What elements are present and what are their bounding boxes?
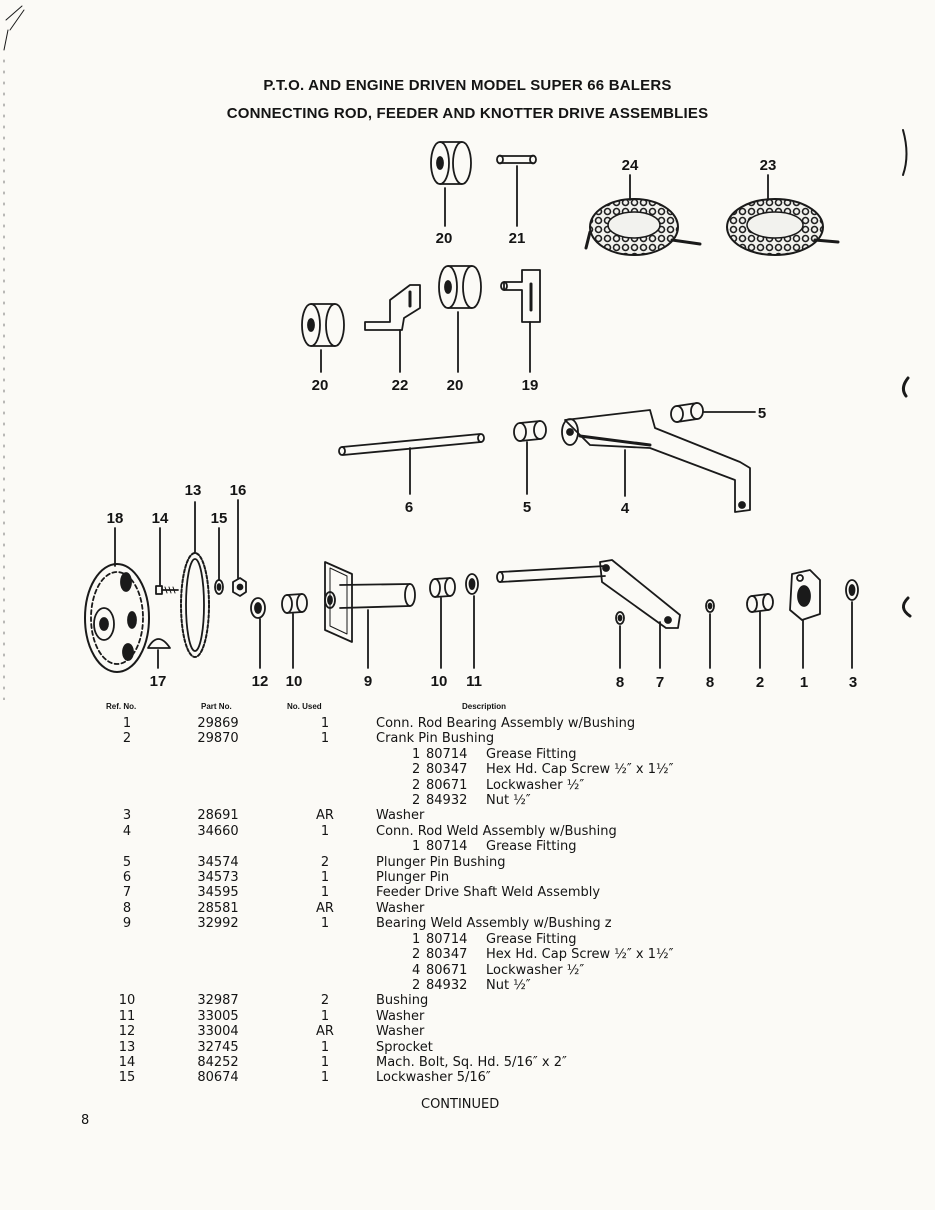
part-cell: 29869 xyxy=(197,716,239,731)
plunger-pin-bushing-part-5-lower xyxy=(514,421,546,441)
washer-part-3 xyxy=(846,580,858,600)
header-no-used: No. Used xyxy=(287,702,322,711)
used-cell: 1 xyxy=(320,1070,330,1086)
callout-24: 24 xyxy=(621,157,639,174)
sub-item-qty: 2 xyxy=(412,777,421,793)
callout-13: 13 xyxy=(184,482,202,499)
description-cell: Conn. Rod Weld Assembly w/Bushing xyxy=(376,823,617,839)
sub-item-part: 80347 xyxy=(426,947,468,963)
ref-cell: 14 xyxy=(118,1054,136,1070)
table-row xyxy=(92,731,673,746)
idler-arm-part-19 xyxy=(501,270,540,322)
used-cell: AR xyxy=(316,808,334,824)
callout-15: 15 xyxy=(210,510,228,527)
sub-item-description: Lockwasher ½″ xyxy=(486,962,585,978)
nut-part-16 xyxy=(233,578,246,596)
used-cell xyxy=(274,963,376,978)
table-row xyxy=(92,1024,673,1039)
description-cell: Washer xyxy=(376,1024,425,1040)
sub-item-qty: 2 xyxy=(412,977,421,993)
used-cell: 1 xyxy=(320,916,330,932)
part-cell: 33005 xyxy=(197,1008,239,1024)
table-row xyxy=(92,1040,673,1055)
sub-item-cell xyxy=(376,839,673,854)
part-cell xyxy=(162,978,274,993)
crank-pin-bushing-part-2 xyxy=(747,594,773,612)
header-part-no: Part No. xyxy=(201,702,232,711)
idler-bracket-part-22 xyxy=(365,285,420,330)
table-subrow xyxy=(92,747,673,762)
sub-item-part: 80347 xyxy=(426,762,468,778)
description-cell: Bushing xyxy=(376,993,429,1009)
pulley-part-20-top xyxy=(431,142,471,184)
part-cell xyxy=(162,778,274,793)
callout-2: 2 xyxy=(755,674,765,691)
part-cell: 80674 xyxy=(197,1070,239,1086)
part-cell xyxy=(162,932,274,947)
washer-part-12 xyxy=(251,598,265,618)
sub-item-description: Hex Hd. Cap Screw ½″ x 1½″ xyxy=(486,762,674,778)
ref-cell: 9 xyxy=(122,916,132,932)
description-cell: Plunger Pin xyxy=(376,870,450,886)
ref-cell xyxy=(92,978,162,993)
ref-cell: 7 xyxy=(122,885,132,901)
callout-7: 7 xyxy=(655,674,665,691)
feeder-drive-shaft-weld-assembly-part-7 xyxy=(497,560,680,628)
used-cell xyxy=(274,762,376,777)
table-row xyxy=(92,855,673,870)
callout-8-left: 8 xyxy=(615,674,625,691)
used-cell: AR xyxy=(316,900,334,916)
sub-item-description: Hex Hd. Cap Screw ½″ x 1½″ xyxy=(486,947,674,963)
part-cell: 32745 xyxy=(197,1039,239,1055)
pulley-part-20-middle xyxy=(439,266,481,308)
part-cell: 29870 xyxy=(197,731,239,747)
table-subrow xyxy=(92,932,673,947)
sub-item-cell xyxy=(376,932,673,947)
used-cell: 1 xyxy=(320,885,330,901)
washer-part-8-right xyxy=(706,600,714,612)
table-subrow xyxy=(92,978,673,993)
ref-cell xyxy=(92,747,162,762)
table-subrow xyxy=(92,793,673,808)
ref-cell: 13 xyxy=(118,1039,136,1055)
sub-item-cell xyxy=(376,793,673,808)
callout-9: 9 xyxy=(363,673,373,690)
ref-cell: 4 xyxy=(122,823,132,839)
sub-item-part: 84932 xyxy=(426,977,468,993)
ref-cell xyxy=(92,762,162,777)
part-cell: 32992 xyxy=(197,916,239,932)
description-cell: Conn. Rod Bearing Assembly w/Bushing xyxy=(376,716,636,731)
part-cell xyxy=(162,747,274,762)
parts-table xyxy=(92,716,673,1086)
description-cell: Plunger Pin Bushing xyxy=(376,854,506,870)
page-number: 8 xyxy=(81,1113,90,1128)
description-cell: Bearing Weld Assembly w/Bushing z xyxy=(376,916,612,932)
part-cell xyxy=(162,963,274,978)
used-cell xyxy=(274,839,376,854)
callout-18: 18 xyxy=(106,510,124,527)
part-cell: 28581 xyxy=(197,900,239,916)
callout-21: 21 xyxy=(508,230,526,247)
sub-item-cell xyxy=(376,947,673,962)
description-cell: Mach. Bolt, Sq. Hd. 5/16″ x 2″ xyxy=(376,1054,567,1070)
sub-item-part: 80671 xyxy=(426,962,468,978)
table-row xyxy=(92,1070,673,1085)
used-cell xyxy=(274,978,376,993)
part-cell: 32987 xyxy=(197,993,239,1009)
description-cell: Washer xyxy=(376,1008,425,1024)
sub-item-cell xyxy=(376,978,673,993)
ref-cell xyxy=(92,839,162,854)
table-row xyxy=(92,1055,673,1070)
sub-item-cell xyxy=(376,778,673,793)
table-row xyxy=(92,808,673,823)
sub-item-description: Grease Fitting xyxy=(486,746,577,762)
part-cell xyxy=(162,793,274,808)
continued-note: CONTINUED xyxy=(421,1097,500,1112)
used-cell: 1 xyxy=(320,1054,330,1070)
table-subrow xyxy=(92,947,673,962)
ref-cell: 11 xyxy=(118,1008,136,1024)
washer-part-8-left xyxy=(616,612,624,624)
lockwasher-part-15 xyxy=(215,580,223,594)
used-cell: AR xyxy=(316,1024,334,1040)
part-cell: 28691 xyxy=(197,808,239,824)
description-cell: Feeder Drive Shaft Weld Assembly xyxy=(376,885,601,901)
table-row xyxy=(92,824,673,839)
used-cell: 2 xyxy=(320,854,330,870)
ref-cell: 15 xyxy=(118,1070,136,1086)
callout-20-left: 20 xyxy=(311,377,329,394)
callout-22: 22 xyxy=(391,377,409,394)
sub-item-cell xyxy=(376,762,673,777)
callout-11: 11 xyxy=(466,673,482,690)
table-row xyxy=(92,870,673,885)
table-row xyxy=(92,716,673,731)
page-title-line-1: P.T.O. AND ENGINE DRIVEN MODEL SUPER 66 BALERS xyxy=(263,77,672,94)
table-row xyxy=(92,993,673,1008)
ref-cell: 8 xyxy=(122,900,132,916)
plunger-pin-bushing-part-5-upper xyxy=(671,403,703,422)
pin-part-21 xyxy=(497,156,536,164)
sub-item-description: Grease Fitting xyxy=(486,931,577,947)
table-subrow xyxy=(92,762,673,777)
used-cell: 2 xyxy=(320,993,330,1009)
callout-23: 23 xyxy=(759,157,777,174)
sub-item-description: Nut ½″ xyxy=(486,793,531,809)
sprocket-part-13 xyxy=(181,553,209,657)
sub-item-qty: 4 xyxy=(412,962,421,978)
bearing-weld-assembly-part-9 xyxy=(325,562,415,642)
ref-cell: 12 xyxy=(118,1024,136,1040)
description-cell: Washer xyxy=(376,900,425,916)
used-cell xyxy=(274,932,376,947)
roller-chain-part-24 xyxy=(586,199,700,255)
washer-part-11 xyxy=(466,574,478,594)
bushing-part-10-right xyxy=(430,578,455,597)
sub-item-qty: 1 xyxy=(412,931,421,947)
ref-cell: 3 xyxy=(122,808,132,824)
used-cell xyxy=(274,747,376,762)
conn-rod-weld-assembly-part-4 xyxy=(562,410,750,512)
sub-item-part: 80714 xyxy=(426,746,468,762)
table-subrow xyxy=(92,778,673,793)
ref-cell: 1 xyxy=(122,716,132,731)
sub-item-qty: 1 xyxy=(412,839,421,855)
callout-10-right: 10 xyxy=(430,673,448,690)
sub-item-cell xyxy=(376,963,673,978)
ref-cell: 6 xyxy=(122,870,132,886)
part-cell xyxy=(162,839,274,854)
description-cell: Washer xyxy=(376,808,425,824)
table-row xyxy=(92,1009,673,1024)
sub-item-description: Lockwasher ½″ xyxy=(486,777,585,793)
header-description: Description xyxy=(462,702,507,711)
sub-item-description: Nut ½″ xyxy=(486,977,531,993)
sub-item-qty: 2 xyxy=(412,947,421,963)
part-cell: 34574 xyxy=(197,854,239,870)
sub-item-qty: 1 xyxy=(412,746,421,762)
part-cell: 34573 xyxy=(197,870,239,886)
sub-item-part: 84932 xyxy=(426,793,468,809)
ref-cell: 2 xyxy=(122,731,132,747)
sub-item-cell xyxy=(376,747,673,762)
conn-rod-bearing-assembly-part-1 xyxy=(790,570,820,620)
part-cell: 34660 xyxy=(197,823,239,839)
ref-cell xyxy=(92,947,162,962)
sprocket-part-18 xyxy=(85,564,149,672)
callout-16: 16 xyxy=(229,482,247,499)
used-cell xyxy=(274,947,376,962)
sub-item-qty: 2 xyxy=(412,793,421,809)
callout-20-top: 20 xyxy=(435,230,453,247)
table-subrow xyxy=(92,839,673,854)
callout-19: 19 xyxy=(521,377,539,394)
callout-20-middle: 20 xyxy=(446,377,464,394)
part-cell: 84252 xyxy=(197,1054,239,1070)
used-cell: 1 xyxy=(320,731,330,747)
description-cell: Lockwasher 5/16″ xyxy=(376,1070,491,1086)
ref-cell xyxy=(92,778,162,793)
callout-5-upper: 5 xyxy=(757,405,767,422)
callout-6: 6 xyxy=(404,499,414,516)
part-cell: 34595 xyxy=(197,885,239,901)
description-cell: Crank Pin Bushing xyxy=(376,731,495,747)
used-cell: 1 xyxy=(320,716,330,731)
part-cell xyxy=(162,947,274,962)
callout-12: 12 xyxy=(251,673,269,690)
used-cell xyxy=(274,793,376,808)
used-cell: 1 xyxy=(320,870,330,886)
machine-bolt-part-14 xyxy=(156,586,178,594)
ref-cell xyxy=(92,963,162,978)
key-part-17 xyxy=(148,639,170,648)
table-subrow xyxy=(92,963,673,978)
used-cell: 1 xyxy=(320,1008,330,1024)
plunger-pin-part-6 xyxy=(339,434,484,455)
used-cell: 1 xyxy=(320,1039,330,1055)
ref-cell: 5 xyxy=(122,854,132,870)
part-cell: 33004 xyxy=(197,1024,239,1040)
sub-item-part: 80714 xyxy=(426,931,468,947)
table-row xyxy=(92,916,673,931)
callout-4: 4 xyxy=(620,500,630,517)
callout-3: 3 xyxy=(848,674,858,691)
callout-14: 14 xyxy=(151,510,169,527)
description-cell: Sprocket xyxy=(376,1039,433,1055)
callout-8-right: 8 xyxy=(705,674,715,691)
callout-5-lower: 5 xyxy=(522,499,532,516)
part-cell xyxy=(162,762,274,777)
pulley-part-20-left xyxy=(302,304,344,346)
used-cell: 1 xyxy=(320,823,330,839)
sub-item-description: Grease Fitting xyxy=(486,839,577,855)
bushing-part-10-left xyxy=(282,594,307,613)
ref-cell: 10 xyxy=(118,993,136,1009)
ref-cell xyxy=(92,793,162,808)
table-row xyxy=(92,901,673,916)
roller-chain-part-23 xyxy=(727,199,838,255)
sub-item-part: 80671 xyxy=(426,777,468,793)
header-ref-no: Ref. No. xyxy=(106,702,137,711)
page-title-line-2: CONNECTING ROD, FEEDER AND KNOTTER DRIVE ASSEMBLIES xyxy=(226,105,709,122)
ref-cell xyxy=(92,932,162,947)
sub-item-qty: 2 xyxy=(412,762,421,778)
table-row xyxy=(92,885,673,900)
sub-item-part: 80714 xyxy=(426,839,468,855)
callout-17: 17 xyxy=(149,673,167,690)
callout-1: 1 xyxy=(799,674,809,691)
used-cell xyxy=(274,778,376,793)
callout-10-left: 10 xyxy=(285,673,303,690)
